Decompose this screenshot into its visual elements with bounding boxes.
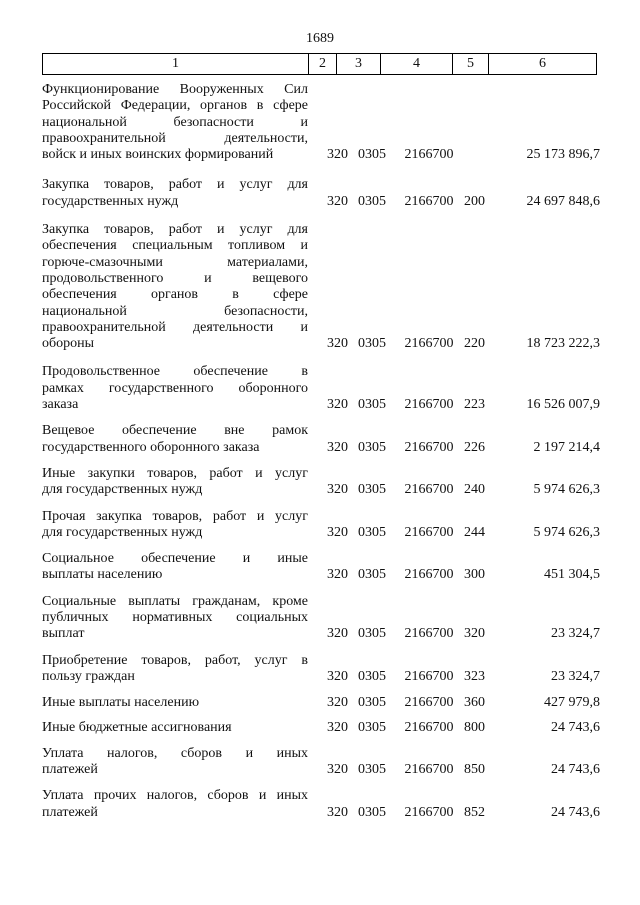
table-row xyxy=(42,551,602,584)
row-admin-code: 320 xyxy=(327,193,348,209)
row-target-code: 2166700 xyxy=(404,147,454,163)
row-expense-type-code: 300 xyxy=(464,567,485,583)
row-description-line: продовольственного и вещевого xyxy=(42,270,308,286)
row-amount: 5 974 626,3 xyxy=(533,482,600,498)
row-description-line: Российской Федерации, органов в сфере xyxy=(42,98,308,114)
table-row xyxy=(42,177,602,210)
row-amount: 2 197 214,4 xyxy=(533,439,600,455)
row-admin-code: 320 xyxy=(327,147,348,163)
row-description-line: правоохранительной деятельности и xyxy=(42,319,308,335)
row-target-code: 2166700 xyxy=(404,668,454,684)
table-row xyxy=(42,364,602,413)
row-section-code: 0305 xyxy=(358,804,386,820)
row-description-line: Закупка товаров, работ и услуг для xyxy=(42,177,308,193)
row-description-line: горюче-смазочными материалами, xyxy=(42,254,308,270)
row-target-code: 2166700 xyxy=(404,719,454,735)
row-target-code: 2166700 xyxy=(404,626,454,642)
row-description-line: Иные бюджетные ассигнования xyxy=(42,719,232,735)
row-description-line: государственных нужд xyxy=(42,193,179,209)
row-amount: 18 723 222,3 xyxy=(526,336,600,352)
row-description-line: Вещевое обеспечение вне рамок xyxy=(42,423,308,439)
row-description-line: государственного оборонного заказа xyxy=(42,439,260,455)
row-amount: 24 743,6 xyxy=(551,719,600,735)
row-admin-code: 320 xyxy=(327,762,348,778)
row-description-line: обороны xyxy=(42,336,95,352)
row-amount: 25 173 896,7 xyxy=(526,147,600,163)
row-description xyxy=(42,551,308,584)
table-row xyxy=(42,82,602,163)
table-row xyxy=(42,509,602,542)
row-description-line: заказа xyxy=(42,397,79,413)
row-admin-code: 320 xyxy=(327,567,348,583)
row-target-code: 2166700 xyxy=(404,397,454,413)
row-description-line: правоохранительной деятельности, xyxy=(42,130,308,146)
row-description-line: Иные закупки товаров, работ и услуг xyxy=(42,465,308,481)
row-description xyxy=(42,423,308,456)
row-amount: 23 324,7 xyxy=(551,668,600,684)
column-header-2: 2 xyxy=(309,54,337,74)
row-description-line: Продовольственное обеспечение в xyxy=(42,364,308,380)
row-description-line: рамках государственного оборонного xyxy=(42,380,308,396)
table-row xyxy=(42,746,602,779)
row-description-line: Иные выплаты населению xyxy=(42,695,200,711)
row-section-code: 0305 xyxy=(358,668,386,684)
row-description-line: национальной безопасности и xyxy=(42,114,308,130)
row-description-line: платежей xyxy=(42,804,98,820)
column-header-6: 6 xyxy=(539,56,546,71)
row-amount: 24 697 848,6 xyxy=(526,193,600,209)
row-description xyxy=(42,788,308,821)
row-section-code: 0305 xyxy=(358,524,386,540)
row-section-code: 0305 xyxy=(358,397,386,413)
row-description-line: выплаты населению xyxy=(42,567,163,583)
row-admin-code: 320 xyxy=(327,439,348,455)
row-target-code: 2166700 xyxy=(404,695,454,711)
table-row xyxy=(42,466,602,499)
row-expense-type-code: 323 xyxy=(464,668,485,684)
row-description-line: Уплата налогов, сборов и иных xyxy=(42,745,308,761)
row-section-code: 0305 xyxy=(358,762,386,778)
row-description-line: Приобретение товаров, работ, услуг в xyxy=(42,652,308,668)
row-description-line: обеспечения органов в сфере xyxy=(42,287,308,303)
row-description xyxy=(42,222,308,352)
row-description-line: войск и иных воинских формирований xyxy=(42,147,274,163)
row-admin-code: 320 xyxy=(327,804,348,820)
row-amount: 5 974 626,3 xyxy=(533,524,600,540)
column-header-5: 5 xyxy=(453,54,489,74)
row-admin-code: 320 xyxy=(327,626,348,642)
row-description-line: Закупка товаров, работ и услуг для xyxy=(42,222,308,238)
page-number: 1689 xyxy=(306,31,334,46)
column-header-3: 3 xyxy=(337,54,381,74)
row-expense-type-code: 320 xyxy=(464,626,485,642)
row-section-code: 0305 xyxy=(358,695,386,711)
row-admin-code: 320 xyxy=(327,695,348,711)
row-description-line: платежей xyxy=(42,762,98,778)
row-target-code: 2166700 xyxy=(404,762,454,778)
row-admin-code: 320 xyxy=(327,336,348,352)
row-expense-type-code: 360 xyxy=(464,695,485,711)
row-description-line: обеспечения специальным топливом и xyxy=(42,238,308,254)
row-amount: 16 526 007,9 xyxy=(526,397,600,413)
table-row xyxy=(42,594,602,643)
row-section-code: 0305 xyxy=(358,567,386,583)
row-expense-type-code: 200 xyxy=(464,193,485,209)
row-description xyxy=(42,594,308,643)
row-admin-code: 320 xyxy=(327,668,348,684)
row-description xyxy=(42,82,308,163)
row-description-line: для государственных нужд xyxy=(42,524,203,540)
row-description xyxy=(42,177,308,210)
row-description-line: Уплата прочих налогов, сборов и иных xyxy=(42,788,308,804)
row-section-code: 0305 xyxy=(358,439,386,455)
row-amount: 24 743,6 xyxy=(551,762,600,778)
row-target-code: 2166700 xyxy=(404,567,454,583)
row-section-code: 0305 xyxy=(358,719,386,735)
row-target-code: 2166700 xyxy=(404,193,454,209)
row-description-line: Социальные выплаты гражданам, кроме xyxy=(42,593,308,609)
row-description xyxy=(42,746,308,779)
row-description-line: Социальное обеспечение и иные xyxy=(42,551,308,567)
row-target-code: 2166700 xyxy=(404,524,454,540)
column-header-4: 4 xyxy=(381,54,453,74)
row-admin-code: 320 xyxy=(327,524,348,540)
table-row xyxy=(42,695,602,711)
row-section-code: 0305 xyxy=(358,193,386,209)
row-description xyxy=(42,720,308,736)
row-expense-type-code: 850 xyxy=(464,762,485,778)
table-row xyxy=(42,788,602,821)
table-body xyxy=(42,82,602,821)
table-row xyxy=(42,423,602,456)
row-description-line: национальной безопасности, xyxy=(42,303,308,319)
row-section-code: 0305 xyxy=(358,626,386,642)
row-description xyxy=(42,695,308,711)
row-target-code: 2166700 xyxy=(404,804,454,820)
column-header-1: 1 xyxy=(43,54,309,74)
table-row xyxy=(42,653,602,686)
row-expense-type-code: 240 xyxy=(464,482,485,498)
row-description-line: пользу граждан xyxy=(42,668,135,684)
row-admin-code: 320 xyxy=(327,397,348,413)
table-header xyxy=(42,53,597,75)
table-row xyxy=(42,720,602,736)
row-description-line: выплат xyxy=(42,626,85,642)
row-expense-type-code: 220 xyxy=(464,336,485,352)
row-amount: 427 979,8 xyxy=(544,695,600,711)
row-expense-type-code: 852 xyxy=(464,804,485,820)
row-amount: 24 743,6 xyxy=(551,804,600,820)
row-target-code: 2166700 xyxy=(404,439,454,455)
row-description xyxy=(42,364,308,413)
row-description xyxy=(42,653,308,686)
row-admin-code: 320 xyxy=(327,482,348,498)
row-description xyxy=(42,509,308,542)
row-target-code: 2166700 xyxy=(404,482,454,498)
row-section-code: 0305 xyxy=(358,147,386,163)
row-description xyxy=(42,466,308,499)
row-description-line: Функционирование Вооруженных Сил xyxy=(42,82,308,97)
row-description-line: для государственных нужд xyxy=(42,482,203,498)
row-expense-type-code: 244 xyxy=(464,524,485,540)
row-section-code: 0305 xyxy=(358,482,386,498)
row-admin-code: 320 xyxy=(327,719,348,735)
row-section-code: 0305 xyxy=(358,336,386,352)
row-amount: 23 324,7 xyxy=(551,626,600,642)
row-description-line: Прочая закупка товаров, работ и услуг xyxy=(42,508,308,524)
table-row xyxy=(42,222,602,352)
row-expense-type-code: 226 xyxy=(464,439,485,455)
row-target-code: 2166700 xyxy=(404,336,454,352)
row-expense-type-code: 223 xyxy=(464,397,485,413)
row-amount: 451 304,5 xyxy=(544,567,600,583)
row-expense-type-code: 800 xyxy=(464,719,485,735)
row-description-line: публичных нормативных социальных xyxy=(42,610,308,626)
